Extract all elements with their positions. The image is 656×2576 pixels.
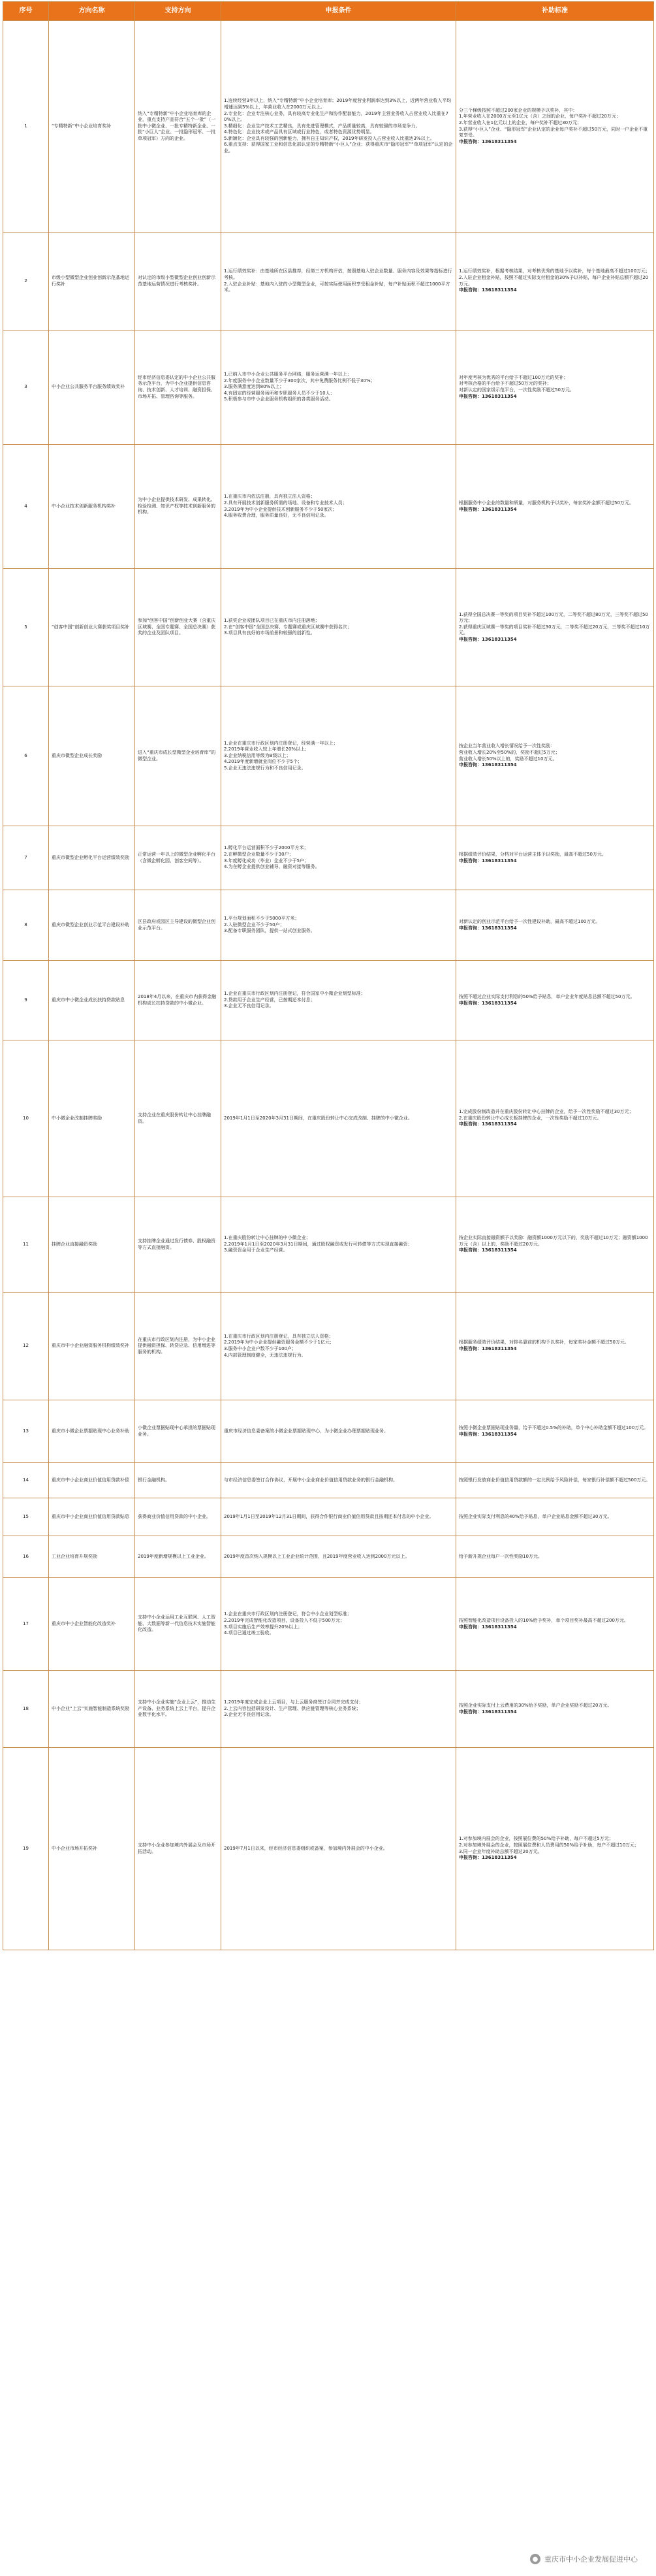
condition-line: 2.2019年为中小企业提供融资服务金额不少于1亿元； xyxy=(224,1340,334,1345)
cell-conditions xyxy=(221,21,456,233)
cell-direction: 中小企业“上云”实施智能制造系统奖励 xyxy=(49,1671,135,1748)
cell-no: 11 xyxy=(3,1197,49,1293)
condition-line: 4.内部管理制度健全，无违法违规行为。 xyxy=(224,1352,306,1358)
standard-line: 1.运行绩效奖补，根据考核结果，对考核优秀的基地予以奖补，每个基地最高不超过100万元； xyxy=(459,268,651,274)
standard-line: 给予新升规企业每户一次性奖励10万元。 xyxy=(459,1553,542,1559)
standard-line: 根据绩效评价结果，分档对平台运营主体予以奖励，最高不超过50万元。 xyxy=(459,851,606,857)
cell-standard xyxy=(456,330,654,445)
cell-standard xyxy=(456,1400,654,1463)
table-row xyxy=(3,1400,654,1463)
hotline-text: 申报咨询：13618311354 xyxy=(459,393,517,399)
standard-line: 根据服务绩效评价结果，对排名靠前的机构予以奖补，每家奖补金额不超过50万元。 xyxy=(459,1340,629,1345)
table-row xyxy=(3,1040,654,1197)
condition-line: 3.服务满意度达到80%以上； xyxy=(224,384,285,390)
cell-conditions xyxy=(221,826,456,890)
cell-no: 19 xyxy=(3,1748,49,1950)
table-row xyxy=(3,890,654,961)
condition-line: 1.运行绩效奖补：由基地所在区县推荐，经第三方机构评估，按照基地入驻企业数量、服务内容及效果等指标进行考核。 xyxy=(224,268,452,280)
condition-line: 5.新颖化：企业具有较强的创新能力，拥有自主知识产权，2019年研发投入占营业收入比重达3%以上。 xyxy=(224,135,435,141)
cell-no: 3 xyxy=(3,330,49,445)
condition-line: 2.2019年营业收入较上年增长20%以上； xyxy=(224,747,310,752)
condition-line: 1.在重庆股份转让中心挂牌的中小微企业； xyxy=(224,1235,311,1241)
cell-support: 正常运营一年以上的微型企业孵化平台（含微企孵化园、创客空间等）。 xyxy=(135,826,221,890)
standard-line: 1.对参加境内展会的企业，按照展位费的50%给予补助，每户不超过5万元； xyxy=(459,1836,614,1842)
standard-line: 2.对参加境外展会的企业，按照展位费和人员费用的50%给予补助，每户不超过10万元； xyxy=(459,1842,640,1848)
header-support: 支持方向 xyxy=(135,2,221,21)
cell-support: 区县政府或园区主导建设的微型企业创业示范平台。 xyxy=(135,890,221,961)
cell-standard xyxy=(456,1293,654,1400)
cell-direction: 重庆市中小企业商业价值信用贷款贴息 xyxy=(49,1498,135,1536)
table-row xyxy=(3,21,654,233)
cell-direction: “专精特新”中小企业培育奖补 xyxy=(49,21,135,233)
condition-line: 2.年度服务中小企业数量不少于300家次，其中免费服务比例不低于30%； xyxy=(224,378,375,383)
table-row xyxy=(3,686,654,826)
condition-line: 3.配备专职服务团队，提供一站式创业服务。 xyxy=(224,928,315,934)
cell-no: 15 xyxy=(3,1498,49,1536)
standard-line: 营业收入增长50%以上的，奖励不超过10万元。 xyxy=(459,756,557,762)
hotline-text: 申报咨询：13618311354 xyxy=(459,1121,517,1127)
condition-line: 2.专业化：企业专注核心业务，具有较高专业化生产和协作配套能力，2019年主营业务收入占营业收入比重在70%以上。 xyxy=(224,110,448,123)
cell-conditions xyxy=(221,233,456,330)
table-row xyxy=(3,330,654,445)
hotline-text: 申报咨询：13618311354 xyxy=(459,1624,517,1630)
cell-conditions xyxy=(221,1578,456,1671)
cell-support: 小微企业票据贴现中心承担的票据贴现业务。 xyxy=(135,1400,221,1463)
standard-line: 1.获得全国总决赛一等奖的项目奖补不超过100万元，二等奖不超过80万元，三等奖不超过50万元； xyxy=(459,611,648,624)
cell-direction: 挂牌企业直接融资奖励 xyxy=(49,1197,135,1293)
cell-support: 支持中小企业实施“企业上云”，推动生产设备、业务系统上云上平台，提升企业数字化水平。 xyxy=(135,1671,221,1748)
condition-line: 4.2019年度新增就业岗位不少于5个； xyxy=(224,759,302,765)
cell-direction: 重庆市中小企业智能化改造奖补 xyxy=(49,1578,135,1671)
condition-line: 2.上云内容包括研发设计、生产管理、供应链管理等核心业务系统； xyxy=(224,1705,361,1711)
standard-line: 按照不超过企业实际支付利息的50%给予贴息，单户企业年度贴息总额不超过50万元。 xyxy=(459,993,635,999)
hotline-text: 申报咨询：13618311354 xyxy=(459,1346,517,1351)
condition-line: 2.贷款用于企业生产经营，已按期还本付息； xyxy=(224,997,315,1003)
standard-line: 根据服务中小企业的数量和质量，对服务机构予以奖补，每家奖补金额不超过50万元。 xyxy=(459,500,634,506)
wechat-icon: ● xyxy=(530,2554,540,2564)
condition-line: 3.企业无不良信用记录。 xyxy=(224,1003,274,1009)
cell-support: 进入“重庆市成长型微型企业培育库”的微型企业。 xyxy=(135,686,221,826)
table-body xyxy=(3,21,654,1950)
cell-conditions xyxy=(221,569,456,686)
cell-support: 获得商业价值信用贷款的中小企业。 xyxy=(135,1498,221,1536)
condition-line: 3.企业无不良信用记录。 xyxy=(224,1712,274,1718)
standard-line: 2.在重庆股份转让中心成长板挂牌的企业，一次性奖励不超过10万元。 xyxy=(459,1115,602,1121)
table-row xyxy=(3,233,654,330)
cell-no: 6 xyxy=(3,686,49,826)
cell-no: 12 xyxy=(3,1293,49,1400)
cell-support: 对认定的市级小型微型企业创业创新示范基地运营情况进行考核奖补。 xyxy=(135,233,221,330)
cell-conditions xyxy=(221,1748,456,1950)
cell-direction: 工业企业培育升规奖励 xyxy=(49,1536,135,1578)
cell-conditions xyxy=(221,961,456,1040)
cell-conditions xyxy=(221,1463,456,1498)
condition-line: 4.特色化：企业技术或产品具有区域或行业特色，或者特色资源优势明显。 xyxy=(224,129,375,135)
condition-line: 1.连续经营3年以上，纳入“专精特新”中小企业培育库；2019年度营业利润率达到3%以上，近两年营业收入平均增速达到5%以上，年营业收入在2000万元以上。 xyxy=(224,98,452,110)
header-no: 序号 xyxy=(3,2,49,21)
condition-line: 2019年1月1日至2019年12月31日期间，获得合作银行商业价值信用贷款且按期还本付息的中小企业。 xyxy=(224,1513,434,1519)
cell-standard xyxy=(456,1578,654,1671)
cell-conditions xyxy=(221,686,456,826)
cell-standard xyxy=(456,233,654,330)
cell-conditions xyxy=(221,1400,456,1463)
cell-no: 4 xyxy=(3,445,49,569)
condition-line: 2019年1月1日至2020年3月31日期间，在重庆股份转让中心完成改制、挂牌的中小微企业。 xyxy=(224,1115,413,1121)
cell-no: 2 xyxy=(3,233,49,330)
hotline-text: 申报咨询：13618311354 xyxy=(459,636,517,642)
condition-line: 4.有固定的经营服务场所和专职服务人员不少于10人； xyxy=(224,390,335,396)
condition-line: 3.2019年为中小企业提供技术创新服务不少于50家次； xyxy=(224,506,337,512)
cell-direction: 中小企业技术创新服务机构奖补 xyxy=(49,445,135,569)
cell-standard xyxy=(456,826,654,890)
standard-line: 1.完成股份制改造并在重庆股份转让中心挂牌的企业，给予一次性奖励不超过30万元； xyxy=(459,1109,634,1115)
cell-direction: 重庆市微型企业成长奖励 xyxy=(49,686,135,826)
standard-line: 按企业实际直接融资额予以奖励：融资额1000万元以下的，奖励不超过10万元；融资额1000万元（含）以上的，奖励不超过20万元。 xyxy=(459,1235,648,1247)
cell-standard xyxy=(456,21,654,233)
table-row xyxy=(3,1197,654,1293)
cell-standard xyxy=(456,961,654,1040)
standard-line: 对新认定的创业示范平台给予一次性建设补助，最高不超过100万元。 xyxy=(459,918,601,924)
hotline-text: 申报咨询：13618311354 xyxy=(459,506,517,512)
condition-line: 2.2019年1月1日至2020年3月31日期间，通过股权融资或发行可转债等方式实现直接融资； xyxy=(224,1241,413,1247)
cell-support: 支持中小企业运用工业互联网、人工智能、大数据等新一代信息技术实施智能化改造。 xyxy=(135,1578,221,1671)
hotline-text: 申报咨询：13618311354 xyxy=(459,762,517,768)
header-standard: 补助标准 xyxy=(456,2,654,21)
condition-line: 1.获奖企业或团队项目已在重庆市内注册落地； xyxy=(224,618,320,624)
hotline-text: 申报咨询：13618311354 xyxy=(459,1709,517,1715)
header-conditions: 申报条件 xyxy=(221,2,456,21)
condition-line: 2.在“创客中国”全国总决赛、专题赛或重庆区域赛中获得名次； xyxy=(224,624,352,630)
cell-direction: 中小企业市场开拓奖补 xyxy=(49,1748,135,1950)
table-row xyxy=(3,445,654,569)
cell-no: 7 xyxy=(3,826,49,890)
cell-no: 18 xyxy=(3,1671,49,1748)
hotline-text: 申报咨询：13618311354 xyxy=(459,287,517,293)
condition-line: 1.企业在重庆市行政区划内注册登记，符合中小企业划型标准； xyxy=(224,1611,352,1617)
cell-standard xyxy=(456,445,654,569)
condition-line: 4.服务收费合理，服务质量良好，无不良信用记录。 xyxy=(224,513,329,519)
standard-line: 按照企业实际支付利息的40%给予贴息，单户企业贴息金额不超过30万元。 xyxy=(459,1513,612,1519)
cell-no: 8 xyxy=(3,890,49,961)
header-direction: 方向名称 xyxy=(49,2,135,21)
condition-line: 与市经济信息委签订合作协议，开展中小企业商业价值信用贷款业务的银行金融机构。 xyxy=(224,1477,398,1483)
standard-line: 对新认定的国家级示范平台，一次性奖励不超过50万元。 xyxy=(459,387,574,393)
condition-line: 2019年度首次纳入规模以上工业企业统计范围，且2019年度营业收入达到2000万元以上。 xyxy=(224,1553,410,1559)
cell-no: 14 xyxy=(3,1463,49,1498)
condition-line: 1.在重庆市行政区划内注册登记，具有独立法人资格； xyxy=(224,1333,334,1339)
condition-line: 1.平台规划面积不少于5000平方米； xyxy=(224,916,300,922)
source-watermark xyxy=(530,2554,638,2564)
cell-standard xyxy=(456,569,654,686)
cell-standard xyxy=(456,1463,654,1498)
cell-support: 2019年度新增规模以上工业企业。 xyxy=(135,1536,221,1578)
standard-line: 营业收入增长20%至50%的，奖励不超过5万元； xyxy=(459,749,560,755)
standard-line: 2.获得重庆区域赛一等奖的项目奖补不超过30万元，二等奖不超过20万元，三等奖不超过10万元。 xyxy=(459,624,650,636)
condition-line: 5.积极参与市中小企业服务机构组织的各类服务活动。 xyxy=(224,396,334,402)
cell-conditions xyxy=(221,1671,456,1748)
hotline-text: 申报咨询：13618311354 xyxy=(459,925,517,931)
cell-standard xyxy=(456,1197,654,1293)
table-row xyxy=(3,1293,654,1400)
condition-line: 3.项目实施后生产效率提升20%以上； xyxy=(224,1624,303,1630)
standard-line: 按照银行发放商业价值信用贷款额的一定比例给予风险补偿，每家银行补偿额不超过500万元。 xyxy=(459,1477,651,1483)
cell-standard xyxy=(456,1671,654,1748)
cell-support: 为中小企业提供技术研发、成果转化、检验检测、知识产权等技术创新服务的机构。 xyxy=(135,445,221,569)
condition-line: 1.在重庆市内依法注册，具有独立法人资格； xyxy=(224,494,315,500)
cell-no: 13 xyxy=(3,1400,49,1463)
table-row xyxy=(3,1536,654,1578)
cell-direction: 重庆市微型企业孵化平台运营绩效奖励 xyxy=(49,826,135,890)
cell-support: 参加“创客中国”创新创业大赛（含重庆区域赛、全国专题赛、全国总决赛）获奖的企业及团队项目。 xyxy=(135,569,221,686)
table-header xyxy=(3,2,654,21)
condition-line: 2019年7月1日以来，经市经济信息委组织或备案，参加境内外展会的中小企业。 xyxy=(224,1845,388,1851)
condition-line: 2.2019年完成智能化改造项目，设备投入不低于500万元； xyxy=(224,1617,345,1623)
cell-standard xyxy=(456,890,654,961)
cell-direction: 中小微企业改制挂牌奖励 xyxy=(49,1040,135,1197)
cell-direction: 重庆市微型企业创业示范平台建设补助 xyxy=(49,890,135,961)
policy-table xyxy=(3,1,654,1950)
condition-line: 2.入驻企业补贴：基地内入驻的小型微型企业，可按实际使用面积享受租金补贴，每户补贴面积不超过1000平方米。 xyxy=(224,281,450,293)
cell-standard xyxy=(456,686,654,826)
condition-line: 1.2019年度完成企业上云项目，与上云服务商签订合同并完成支付； xyxy=(224,1699,364,1705)
condition-line: 4.为在孵企业提供创业辅导、融资对接等服务。 xyxy=(224,864,320,870)
standard-line: 按照企业实际支付上云费用的30%给予奖励，单户企业奖励不超过20万元。 xyxy=(459,1702,612,1708)
cell-standard xyxy=(456,1536,654,1578)
table-row xyxy=(3,569,654,686)
cell-conditions xyxy=(221,445,456,569)
condition-line: 5.企业无违法违规行为和不良信用记录。 xyxy=(224,765,306,771)
cell-support: 支持企业在重庆股份转让中心挂牌融资。 xyxy=(135,1040,221,1197)
cell-no: 9 xyxy=(3,961,49,1040)
cell-support: 银行金融机构。 xyxy=(135,1463,221,1498)
table-row xyxy=(3,1578,654,1671)
cell-direction: 重庆市中小企业商业价值信用贷款补偿 xyxy=(49,1463,135,1498)
standard-line: 按企业当年营业收入增长情况给予一次性奖励： xyxy=(459,743,555,749)
condition-line: 6.重点支持：获得国家工业和信息化部认定的专精特新“小巨人”企业；获得重庆市“隐形冠军”“单项冠军”认定的企业。 xyxy=(224,142,453,154)
cell-no: 1 xyxy=(3,21,49,233)
table-row xyxy=(3,961,654,1040)
hotline-text: 申报咨询：13618311354 xyxy=(459,1248,517,1253)
standard-line: 分三个梯级按照不超过200家企业的规模予以奖补，其中： xyxy=(459,107,578,113)
cell-standard xyxy=(456,1498,654,1536)
cell-direction: 市级小型微型企业创业创新示范基地运行奖补 xyxy=(49,233,135,330)
cell-support: 支持中小企业参加境内外展会及市场开拓活动。 xyxy=(135,1748,221,1950)
cell-support: 在重庆市行政区划内注册，为中小企业提供融资担保、转贷应急、信用增进等服务的机构。 xyxy=(135,1293,221,1400)
cell-direction: “创客中国”创新创业大赛获奖项目奖补 xyxy=(49,569,135,686)
standard-line: 3.同一企业年度补助总额不超过20万元。 xyxy=(459,1848,542,1854)
cell-conditions xyxy=(221,1197,456,1293)
cell-support: 经市经济信息委认定的中小企业公共服务示范平台，为中小企业提供信息咨询、技术创新、人才培训、融资担保、市场开拓、管理咨询等服务。 xyxy=(135,330,221,445)
cell-conditions xyxy=(221,890,456,961)
table-row xyxy=(3,826,654,890)
table-row xyxy=(3,1748,654,1950)
standard-line: 对年度考核为优秀的平台给予不超过100万元的奖补； xyxy=(459,374,569,380)
cell-support: 支持挂牌企业通过发行债券、股权融资等方式直接融资。 xyxy=(135,1197,221,1293)
condition-line: 3.服务中小企业户数不少于100户； xyxy=(224,1346,297,1351)
condition-line: 1.孵化平台运营面积不少于2000平方米； xyxy=(224,845,309,851)
hotline-text: 申报咨询：13618311354 xyxy=(459,858,517,863)
condition-line: 1.企业在重庆市行政区划内注册登记，经营满一年以上； xyxy=(224,740,338,746)
condition-line: 1.已纳入市中小企业公共服务平台网络，服务运营满一年以上； xyxy=(224,372,352,378)
condition-line: 3.融资资金用于企业生产经营。 xyxy=(224,1248,288,1253)
cell-no: 16 xyxy=(3,1536,49,1578)
standard-line: 按照小微企业票据贴现业务量，给予不超过0.5%的补助，单个中心补助金额不超过100万元。 xyxy=(459,1425,649,1430)
condition-line: 3.年度孵化成功（毕业）企业不少于5户； xyxy=(224,858,309,863)
cell-conditions xyxy=(221,1536,456,1578)
cell-support: 2018年4月以来，在重庆市内获得金融机构成长扶持贷款的中小微企业。 xyxy=(135,961,221,1040)
standard-line: 2.入驻企业租金补贴，按照不超过实际支付租金的30%予以补贴，每户企业补贴总额不超过20万元。 xyxy=(459,274,649,287)
cell-no: 17 xyxy=(3,1578,49,1671)
cell-conditions xyxy=(221,1040,456,1197)
cell-conditions xyxy=(221,330,456,445)
condition-line: 重庆市经济信息委备案的小微企业票据贴现中心，为小微企业办理票据贴现业务。 xyxy=(224,1428,388,1434)
condition-line: 2.入驻微型企业不少于50户； xyxy=(224,922,285,927)
cell-standard xyxy=(456,1748,654,1950)
condition-line: 2.具有开展技术创新服务所需的场地、设备和专业技术人员； xyxy=(224,500,347,506)
cell-no: 5 xyxy=(3,569,49,686)
cell-standard xyxy=(456,1040,654,1197)
standard-line: 按照智能化改造项目设备投入的10%给予奖补，单个项目奖补最高不超过200万元。 xyxy=(459,1617,629,1623)
table-row xyxy=(3,1498,654,1536)
cell-direction: 重庆市小微企业票据贴现中心业务补助 xyxy=(49,1400,135,1463)
standard-line: 对考核合格的平台给予不超过50万元的奖补； xyxy=(459,381,552,387)
hotline-text: 申报咨询：13618311354 xyxy=(459,1000,517,1006)
condition-line: 3.项目具有良好的市场前景和较强的创新性。 xyxy=(224,630,315,636)
condition-line: 3.企业纳税信用等级为B级以上； xyxy=(224,752,291,758)
condition-line: 3.精细化：企业生产技术工艺精良，具有先进管理模式，产品质量较高，具有较强的市场竞争力。 xyxy=(224,123,420,129)
condition-line: 1.企业在重庆市行政区划内注册登记，符合国家中小微企业划型标准； xyxy=(224,991,366,997)
cell-no: 10 xyxy=(3,1040,49,1197)
cell-conditions xyxy=(221,1498,456,1536)
hotline-text: 申报咨询：13618311354 xyxy=(459,1431,517,1437)
hotline-text: 申报咨询：13618311354 xyxy=(459,1855,517,1861)
condition-line: 2.在孵微型企业数量不少于30户； xyxy=(224,851,294,857)
cell-support: 纳入“专精特新”中小企业培育库的企业，重点支持产品符合“五个一批”（一批中小微企业、一批专精特新企业、一批“小巨人”企业、一批隐形冠军、一批单项冠军）方向的企业。 xyxy=(135,21,221,233)
standard-line: 3.获得“小巨人”企业、“隐形冠军”企业认定的企业每户奖补不超过50万元，同时一户企业不重复享受。 xyxy=(459,126,648,138)
cell-direction: 重庆市中小企业融资服务机构绩效奖补 xyxy=(49,1293,135,1400)
cell-direction: 中小企业公共服务平台服务绩效奖补 xyxy=(49,330,135,445)
cell-direction: 重庆市中小微企业成长扶持贷款贴息 xyxy=(49,961,135,1040)
table-row xyxy=(3,1463,654,1498)
watermark-text: 重庆市中小企业发展促进中心 xyxy=(544,2555,638,2564)
table-row xyxy=(3,1671,654,1748)
cell-conditions xyxy=(221,1293,456,1400)
standard-line: 2.年营业收入在1亿元以上的企业，每户奖补不超过30万元； xyxy=(459,120,582,125)
standard-line: 1.年营业收入在2000万元至1亿元（含）之间的企业，每户奖补不超过20万元； xyxy=(459,114,621,120)
hotline-text: 申报咨询：13618311354 xyxy=(459,138,517,144)
condition-line: 4.项目已通过竣工验收。 xyxy=(224,1630,274,1636)
